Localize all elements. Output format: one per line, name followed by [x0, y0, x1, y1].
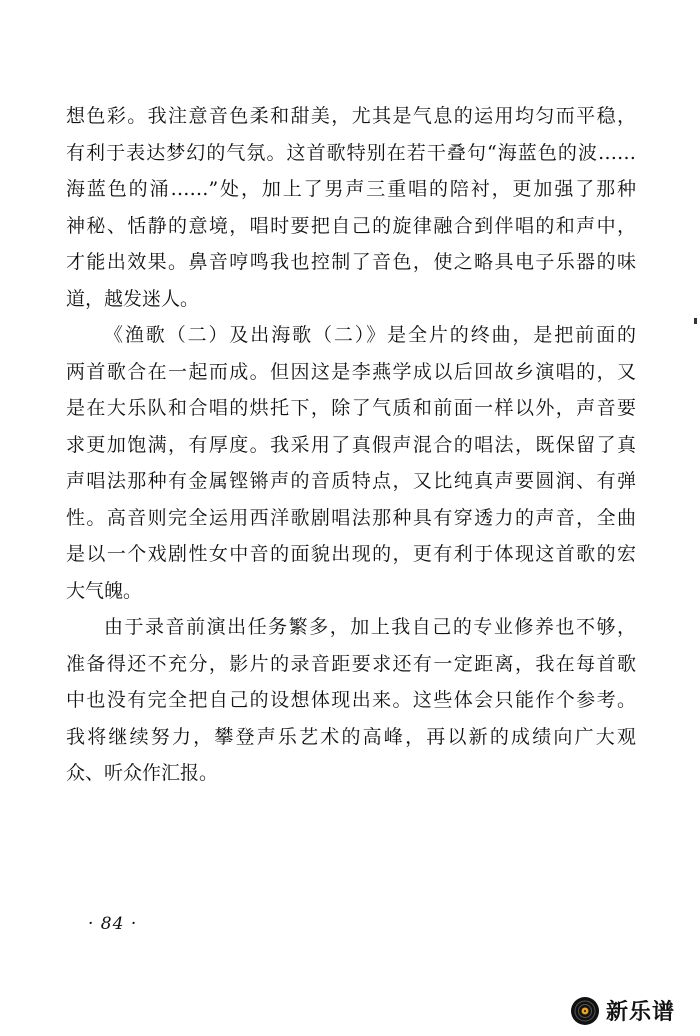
paragraph-3 — [66, 609, 636, 792]
text-line: 神秘、恬静的意境，唱时要把自己的旋律融合到伴唱的和声中， — [66, 214, 636, 237]
text-line: 我将继续努力，攀登声乐艺术的高峰，再以新的成绩向广大观 — [66, 725, 636, 748]
scan-edge-mark — [694, 318, 697, 324]
text-line: 《渔歌（二）及出海歌（二）》是全片的终曲，是把前面的 — [104, 324, 636, 346]
text-line: 中也没有完全把自己的设想体现出来。这些体会只能作个参考。 — [66, 689, 636, 711]
text-line: 想色彩。我注意音色柔和甜美，尤其是气息的运用均匀而平稳， — [66, 105, 636, 127]
text-line: 两首歌合在一起而成。但因这是李燕学成以后回故乡演唱的，又 — [66, 360, 636, 383]
logo-text: 新乐谱 — [606, 1000, 676, 1025]
text-line: 是以一个戏剧性女中音的面貌出现的，更有利于体现这首歌的宏 — [66, 543, 636, 565]
watermark-logo — [570, 995, 675, 1026]
text-line: 由于录音前演出任务繁多，加上我自己的专业修养也不够， — [104, 616, 636, 638]
page-number: · 84 · — [88, 914, 138, 934]
paragraph-2 — [66, 317, 636, 609]
text-line: 求更加饱满，有厚度。我采用了真假声混合的唱法，既保留了真 — [66, 433, 636, 456]
text-line: 声唱法那种有金属铿锵声的音质特点，又比纯真声要圆润、有弹 — [66, 470, 636, 492]
paragraph-1 — [66, 98, 636, 317]
text-line: 大气魄。 — [66, 579, 143, 602]
text-line: 才能出效果。鼻音哼鸣我也控制了音色，使之略具电子乐器的味 — [66, 251, 636, 273]
text-line: 性。高音则完全运用西洋歌剧唱法那种具有穿透力的声音，全曲 — [66, 506, 636, 529]
text-line: 有利于表达梦幻的气氛。这首歌特别在若干叠句“海蓝色的波…… — [66, 141, 636, 164]
body-text — [66, 98, 636, 792]
record-disc-icon — [570, 996, 600, 1026]
text-line: 道，越发迷人。 — [66, 287, 200, 310]
text-line: 是在大乐队和合唱的烘托下，除了气质和前面一样以外，声音要 — [66, 397, 636, 419]
text-line: 准备得还不充分，影片的录音距要求还有一定距离，我在每首歌 — [66, 652, 636, 675]
text-line: 众、听众作汇报。 — [66, 762, 219, 784]
text-line: 海蓝色的涌……”处，加上了男声三重唱的陪衬，更加强了那种 — [66, 178, 636, 200]
